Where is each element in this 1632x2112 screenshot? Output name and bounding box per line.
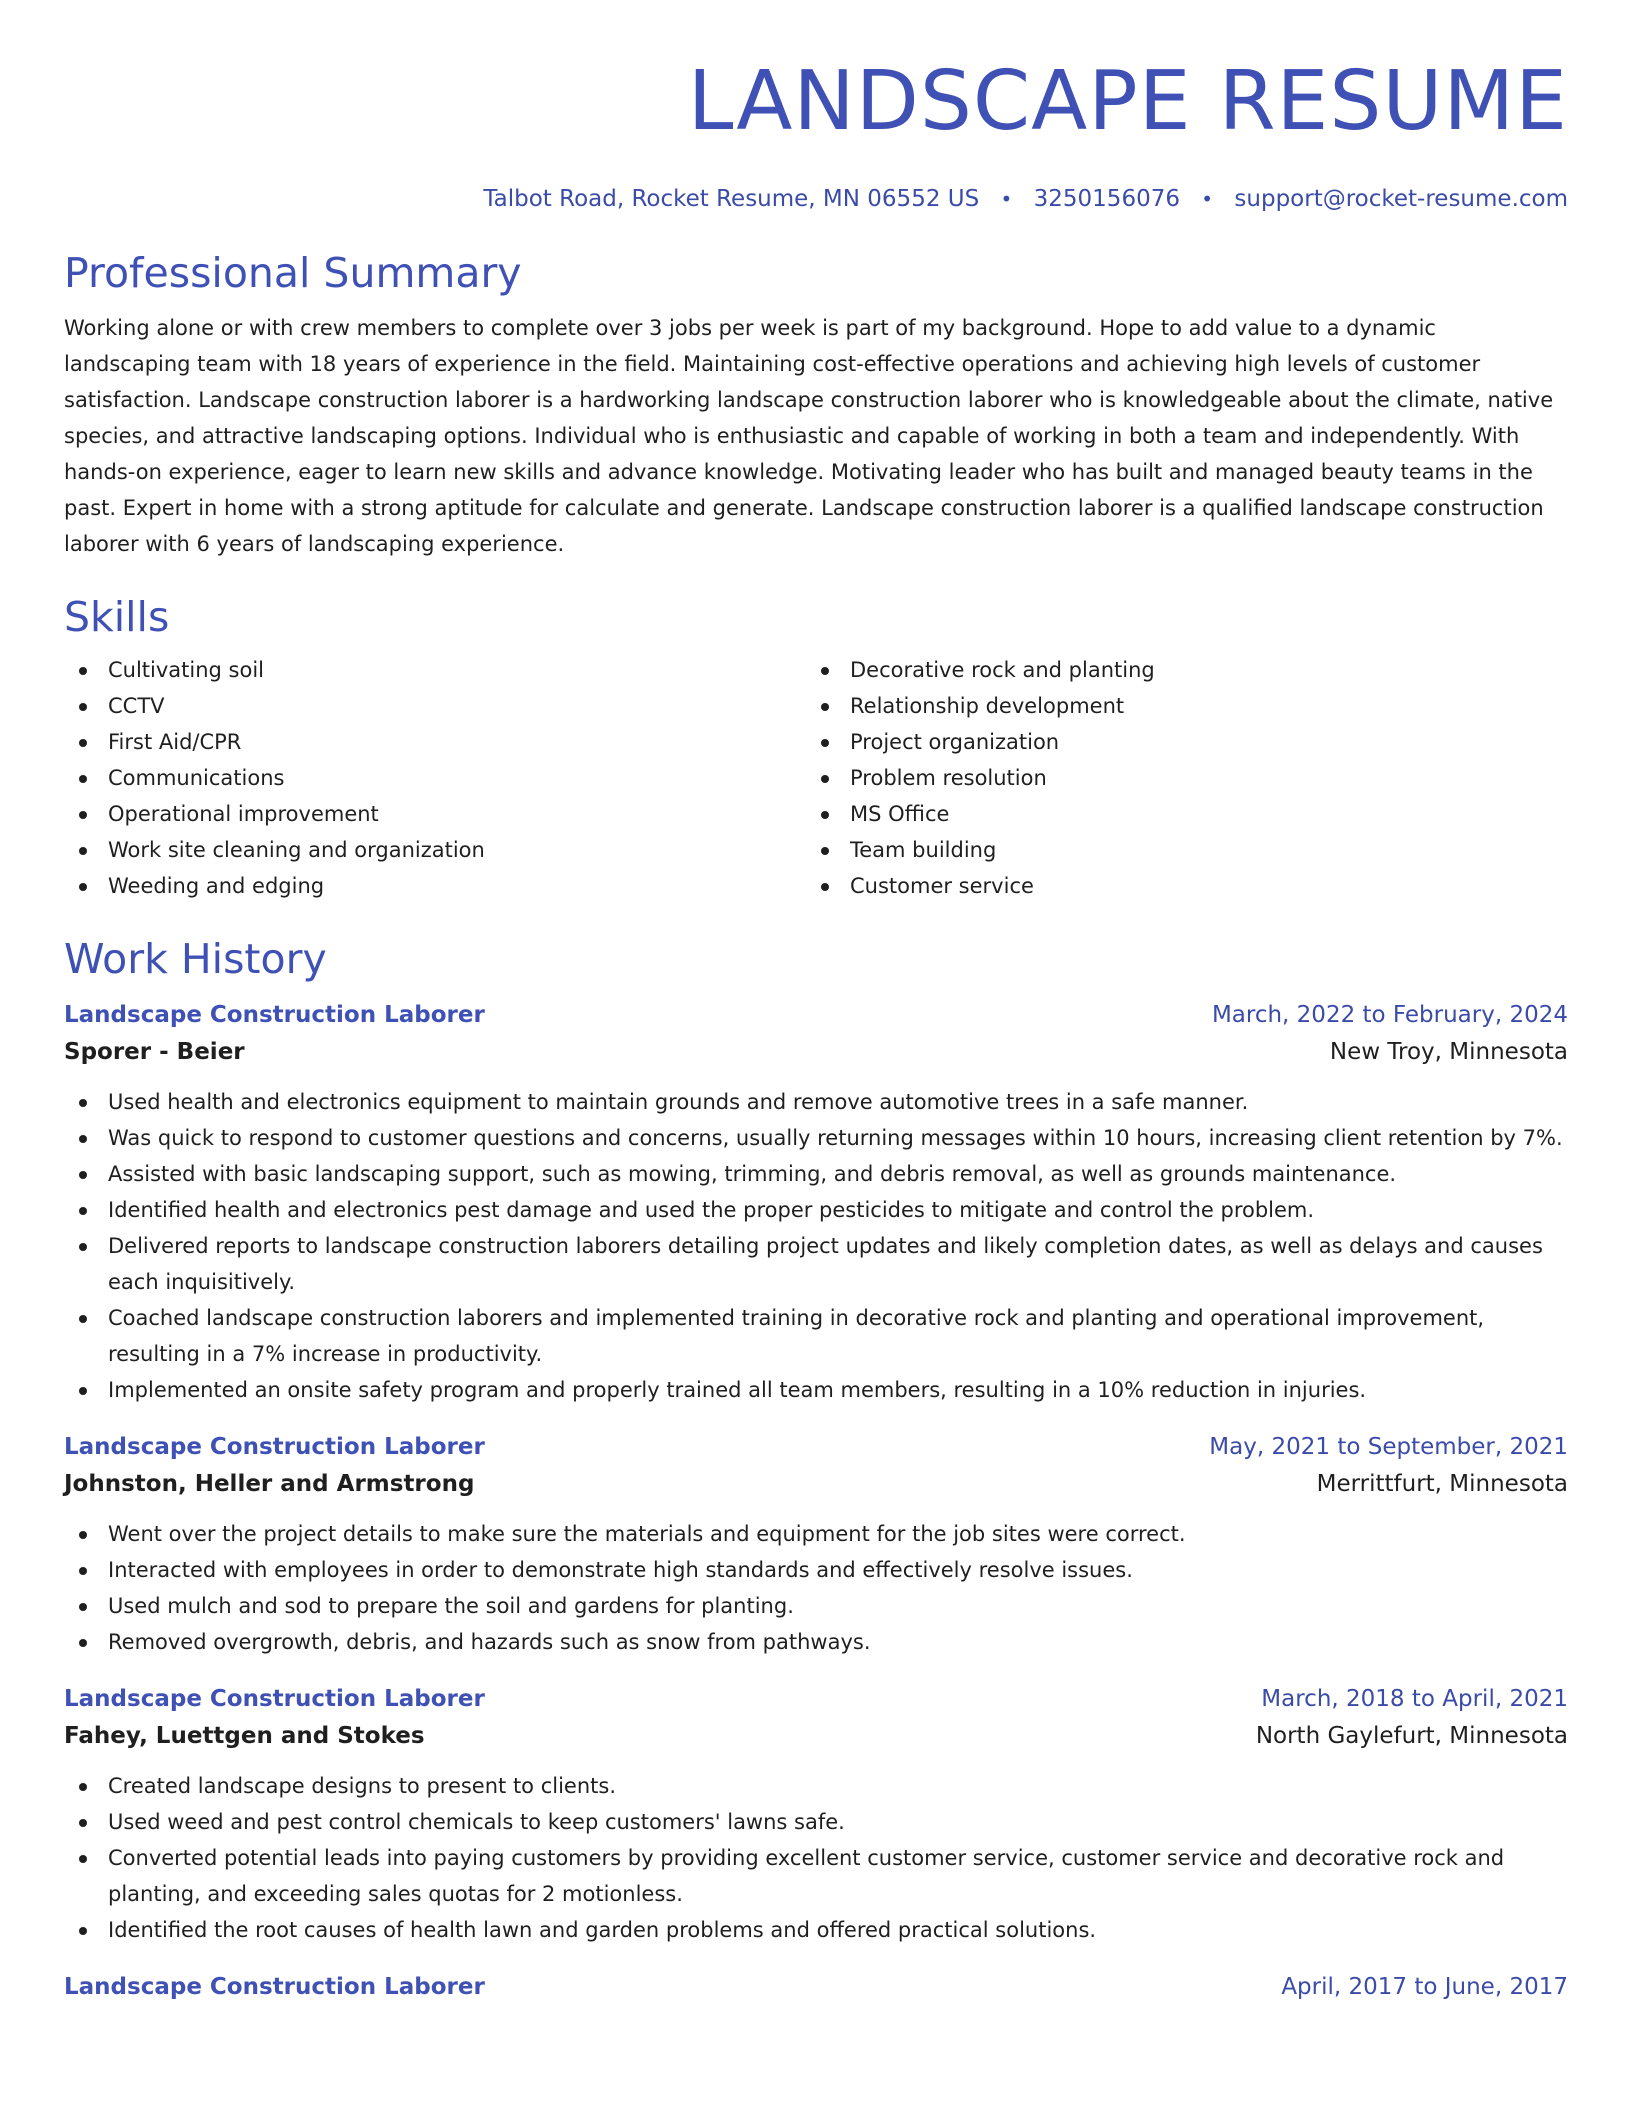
skill-item: First Aid/CPR [64,724,806,760]
job-location: Merrittfurt, Minnesota [1316,1471,1568,1497]
skill-item: Problem resolution [806,760,1548,796]
skills-column-left [64,652,806,904]
job-title: Landscape Construction Laborer [64,1686,485,1712]
job-bullet: Implemented an onsite safety program and properly trained all team members, resulting in a 10% reduction in injuries. [64,1372,1568,1408]
job-bullets [64,1084,1568,1408]
skill-item: Weeding and edging [64,868,806,904]
job-bullet: Identified health and electronics pest damage and used the proper pesticides to mitigate and control the problem. [64,1192,1568,1228]
skills-heading: Skills [64,593,170,641]
job-dates: March, 2018 to April, 2021 [1261,1686,1568,1712]
skill-item: Work site cleaning and organization [64,832,806,868]
job-bullet: Identified the root causes of health lawn and garden problems and offered practical solutions. [64,1912,1568,1948]
job-title: Landscape Construction Laborer [64,1974,485,2000]
contact-separator: • [1201,187,1214,211]
skill-item: Decorative rock and planting [806,652,1548,688]
job-bullet: Converted potential leads into paying customers by providing excellent customer service, customer service and decorative rock and planting, and exceeding sales quotas for 2 motionless. [64,1840,1568,1912]
job-bullet: Assisted with basic landscaping support, such as mowing, trimming, and debris removal, as well as grounds maintenance. [64,1156,1568,1192]
job-entry [64,998,1568,1408]
job-bullet: Went over the project details to make sure the materials and equipment for the job sites were correct. [64,1516,1568,1552]
job-bullet: Delivered reports to landscape construction laborers detailing project updates and likely completion dates, as well as delays and causes each inquisitively. [64,1228,1568,1300]
skill-item: Operational improvement [64,796,806,832]
skill-item: CCTV [64,688,806,724]
job-location: New Troy, Minnesota [1329,1039,1568,1065]
job-bullet: Used health and electronics equipment to maintain grounds and remove automotive trees in a safe manner. [64,1084,1568,1120]
contact-email: support@rocket-resume.com [1234,186,1568,212]
summary-heading: Professional Summary [64,249,522,297]
job-dates: April, 2017 to June, 2017 [1281,1974,1568,2000]
skills-column-right [806,652,1548,904]
contact-separator: • [1000,187,1013,211]
job-bullets [64,1516,1568,1660]
job-location: North Gaylefurt, Minnesota [1255,1723,1568,1749]
job-company: Fahey, Luettgen and Stokes [64,1723,425,1749]
job-title: Landscape Construction Laborer [64,1002,485,1028]
job-entry [64,1682,1568,1948]
job-bullet: Interacted with employees in order to demonstrate high standards and effectively resolve issues. [64,1552,1568,1588]
job-title: Landscape Construction Laborer [64,1434,485,1460]
contact-line [64,184,1568,214]
resume-name: LANDSCAPE RESUME [687,54,1568,149]
skill-item: MS Office [806,796,1548,832]
work-history-list [64,998,1568,2004]
skill-item: Customer service [806,868,1548,904]
job-bullet: Used mulch and sod to prepare the soil and gardens for planting. [64,1588,1568,1624]
job-bullet: Used weed and pest control chemicals to keep customers' lawns safe. [64,1804,1568,1840]
contact-phone: 3250156076 [1033,186,1180,212]
job-bullet: Created landscape designs to present to clients. [64,1768,1568,1804]
contact-address: Talbot Road, Rocket Resume, MN 06552 US [483,186,980,212]
summary-text: Working alone or with crew members to complete over 3 jobs per week is part of my background. Hope to add value to a dynamic landscaping team with 18 years of experience in the field. Maintaining cost-effective operations and achieving high levels of customer satisfaction. Landscape construction laborer is a hardworking landscape construction laborer who is knowledgeable about the climate, native species, and attractive landscaping options. Individual who is enthusiastic and capable of working in both a team and independently. With hands-on experience, eager to learn new skills and advance knowledge. Motivating leader who has built and managed beauty teams in the past. Expert in home with a strong aptitude for calculate and generate. Landscape construction laborer is a qualified landscape construction laborer with 6 years of landscaping experience. [64,316,1554,556]
job-bullets [64,1768,1568,1948]
job-company: Sporer - Beier [64,1039,245,1065]
job-bullet: Coached landscape construction laborers and implemented training in decorative rock and planting and operational improvement, resulting in a 7% increase in productivity. [64,1300,1568,1372]
skill-item: Team building [806,832,1548,868]
skill-item: Communications [64,760,806,796]
job-entry [64,1430,1568,1660]
skill-item: Project organization [806,724,1548,760]
job-bullet: Was quick to respond to customer questions and concerns, usually returning messages within 10 hours, increasing client retention by 7%. [64,1120,1568,1156]
job-dates: March, 2022 to February, 2024 [1211,1002,1568,1028]
job-company: Johnston, Heller and Armstrong [64,1471,475,1497]
skills-list [64,652,1568,904]
skill-item: Relationship development [806,688,1548,724]
work-history-heading: Work History [64,935,327,983]
resume-header [64,52,1568,214]
job-entry [64,1970,1568,2004]
job-bullet: Removed overgrowth, debris, and hazards such as snow from pathways. [64,1624,1568,1660]
skill-item: Cultivating soil [64,652,806,688]
job-dates: May, 2021 to September, 2021 [1209,1434,1568,1460]
